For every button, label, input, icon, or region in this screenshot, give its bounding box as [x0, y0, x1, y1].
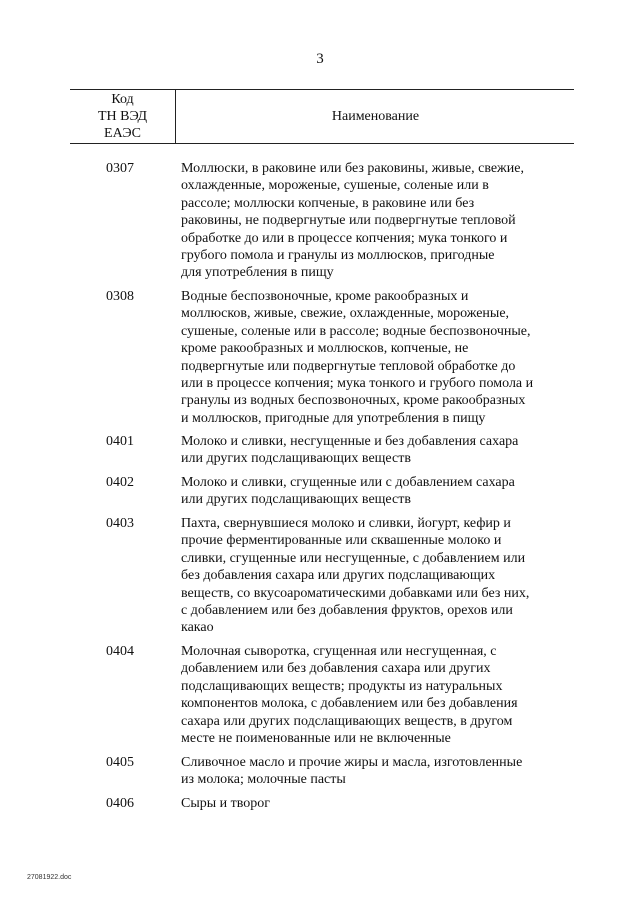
row-name-line: подслащивающих веществ; продукты из натуральных — [181, 678, 503, 694]
row-name-line: из молока; молочные пасты — [181, 772, 346, 788]
row-name — [181, 643, 581, 747]
row-name — [181, 433, 581, 468]
table-header — [70, 89, 574, 144]
header-code-line: ТН ВЭД — [97, 109, 148, 124]
header-code-column — [70, 90, 176, 143]
document-filename: 27081922.doc — [27, 874, 72, 881]
row-code: 0308 — [106, 289, 134, 304]
row-name-line: Моллюски, в раковине или без раковины, живые, свежие, — [181, 161, 524, 176]
row-name — [181, 754, 581, 789]
row-name-line: Сливочное масло и прочие жиры и масла, изготовленные — [181, 755, 523, 770]
header-name-column: Наименование — [331, 109, 420, 124]
row-name — [181, 288, 581, 427]
header-code-line: Код — [111, 92, 134, 107]
row-name-line: Молоко и сливки, несгущенные и без добавления сахара — [181, 434, 519, 449]
row-name-line: кроме ракообразных и моллюсков, копченые, не — [181, 341, 469, 357]
row-name-line: или в процессе копчения; мука тонкого и грубого помола и — [181, 376, 534, 392]
row-name — [181, 515, 581, 637]
row-code: 0404 — [106, 644, 134, 659]
row-name-line: Пахта, свернувшиеся молоко и сливки, йогурт, кефир и — [181, 516, 511, 531]
page-number: 3 — [316, 51, 324, 67]
row-name-line: Молочная сыворотка, сгущенная или несгущенная, с — [181, 644, 497, 659]
row-code: 0401 — [106, 434, 134, 449]
row-name-line: грубого помола и гранулы из моллюсков, пригодные — [181, 248, 495, 264]
row-name-line: обработке до или в процессе копчения; мука тонкого и — [181, 230, 508, 246]
row-name-line: веществ, со вкусоароматическими добавками или без них, — [181, 585, 530, 601]
row-name-line: и моллюсков, пригодные для употребления в пищу — [181, 410, 486, 426]
row-name-line: какао — [181, 620, 214, 636]
row-name-line: Молоко и сливки, сгущенные или с добавлением сахара — [181, 475, 515, 490]
row-name-line: добавлением или без добавления сахара или других — [181, 661, 491, 677]
row-name-line: сушеные, соленые или в рассоле; водные беспозвоночные, — [181, 323, 531, 339]
row-code: 0402 — [106, 475, 134, 490]
header-code-line: ЕАЭС — [104, 126, 141, 141]
row-name-line: рассоле; моллюски копченые, в раковине или без — [181, 195, 475, 211]
row-name-line: Водные беспозвоночные, кроме ракообразных и — [181, 289, 469, 304]
row-name-line: без добавления сахара или других подслащивающих — [181, 568, 496, 584]
row-name — [181, 474, 581, 509]
row-name-line: охлажденные, мороженые, сушеные, соленые или в — [181, 178, 489, 194]
row-name-line: подвергнутые или подвергнутые тепловой обработке до — [181, 358, 516, 374]
row-name — [181, 795, 581, 812]
row-code: 0307 — [106, 161, 134, 176]
row-code: 0406 — [106, 796, 134, 811]
row-name-line: гранулы из водных беспозвоночных, кроме ракообразных — [181, 393, 526, 409]
row-name-line: моллюсков, живые, свежие, охлажденные, мороженые, — [181, 306, 510, 322]
row-name-line: сахара или других подслащивающих веществ, в другом — [181, 713, 513, 729]
row-code: 0403 — [106, 516, 134, 531]
row-name-line: раковины, не подвергнутые или подвергнутые тепловой — [181, 213, 516, 229]
row-name-line: с добавлением или без добавления фруктов, орехов или — [181, 603, 513, 619]
row-name-line: для употребления в пищу — [181, 265, 334, 281]
row-code: 0405 — [106, 755, 134, 770]
row-name-line: или других подслащивающих веществ — [181, 492, 411, 508]
row-name-line: прочие ферментированные или сквашенные молоко и — [181, 533, 502, 549]
row-name-line: месте не поименованные или не включенные — [181, 731, 451, 747]
row-name-line: компонентов молока, с добавлением или без добавления — [181, 696, 518, 712]
row-name-line: или других подслащивающих веществ — [181, 451, 411, 467]
row-name-line: сливки, сгущенные или несгущенные, с добавлением или — [181, 550, 526, 566]
row-name-line: Сыры и творог — [181, 796, 271, 811]
row-name — [181, 160, 581, 282]
